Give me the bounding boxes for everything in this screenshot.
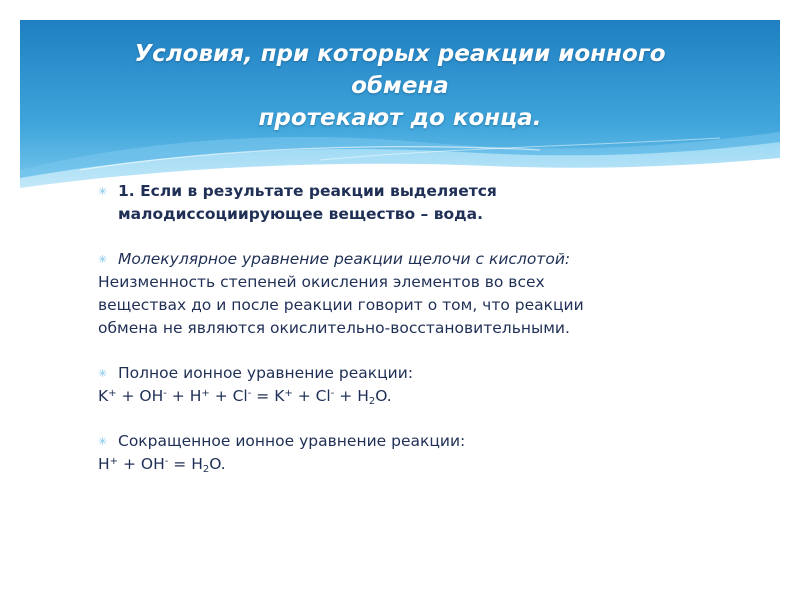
slide-content [98,180,738,476]
full-ionic-equation [98,385,738,408]
point-1 [98,180,738,226]
star-bullet-icon: ✳ [98,253,108,266]
slide-title [20,38,780,134]
full-ionic-heading [98,362,738,385]
eq-term: = H [168,455,203,473]
short-ionic-heading [98,430,738,453]
eq-charge: + [201,388,210,399]
molecular-body [98,271,738,340]
molecular-heading-text: Молекулярное уравнение реакции щелочи с кислотой: [118,250,571,268]
eq-term: + H [166,387,202,405]
molecular-body-line-2: веществах до и после реакции говорит о том, что реакции [98,296,584,314]
eq-term: O. [375,387,392,405]
full-ionic-heading-text: Полное ионное уравнение реакции: [118,364,414,382]
molecular-heading [98,248,738,271]
eq-charge: + [108,388,117,399]
eq-charge: - [247,388,252,399]
point-1-line-1: 1. Если в результате реакции выделяется [118,182,497,200]
slide-title-line-3: протекают до конца. [258,105,542,131]
eq-term: + Cl [209,387,248,405]
eq-term: K [98,387,109,405]
point-1-line-2: малодиссоциирующее вещество – вода. [118,205,484,223]
slide-title-line-1: Условия, при которых реакции ионного [134,41,666,67]
eq-charge: + [109,456,119,467]
star-bullet-icon: ✳ [98,185,108,198]
eq-term: O. [209,455,226,473]
eq-charge: - [164,456,169,467]
short-ionic-heading-text: Сокращенное ионное уравнение реакции: [118,432,466,450]
molecular-body-line-3: обмена не являются окислительно-восстановительными. [98,319,570,337]
eq-term: = K [251,387,285,405]
eq-charge: - [330,388,335,399]
slide-title-line-2: обмена [351,73,449,99]
eq-term: H [98,455,110,473]
star-bullet-icon: ✳ [98,367,108,380]
eq-term: + OH [118,455,165,473]
eq-subscript: 2 [368,396,376,407]
short-ionic-equation [98,453,738,476]
molecular-body-line-1: Неизменность степеней окисления элементов во всех [98,273,545,291]
eq-charge: + [284,388,293,399]
eq-term: + OH [116,387,164,405]
star-bullet-icon: ✳ [98,435,108,448]
eq-term: + H [334,387,369,405]
eq-subscript: 2 [202,464,210,475]
eq-term: + Cl [292,387,331,405]
eq-charge: - [163,388,167,399]
